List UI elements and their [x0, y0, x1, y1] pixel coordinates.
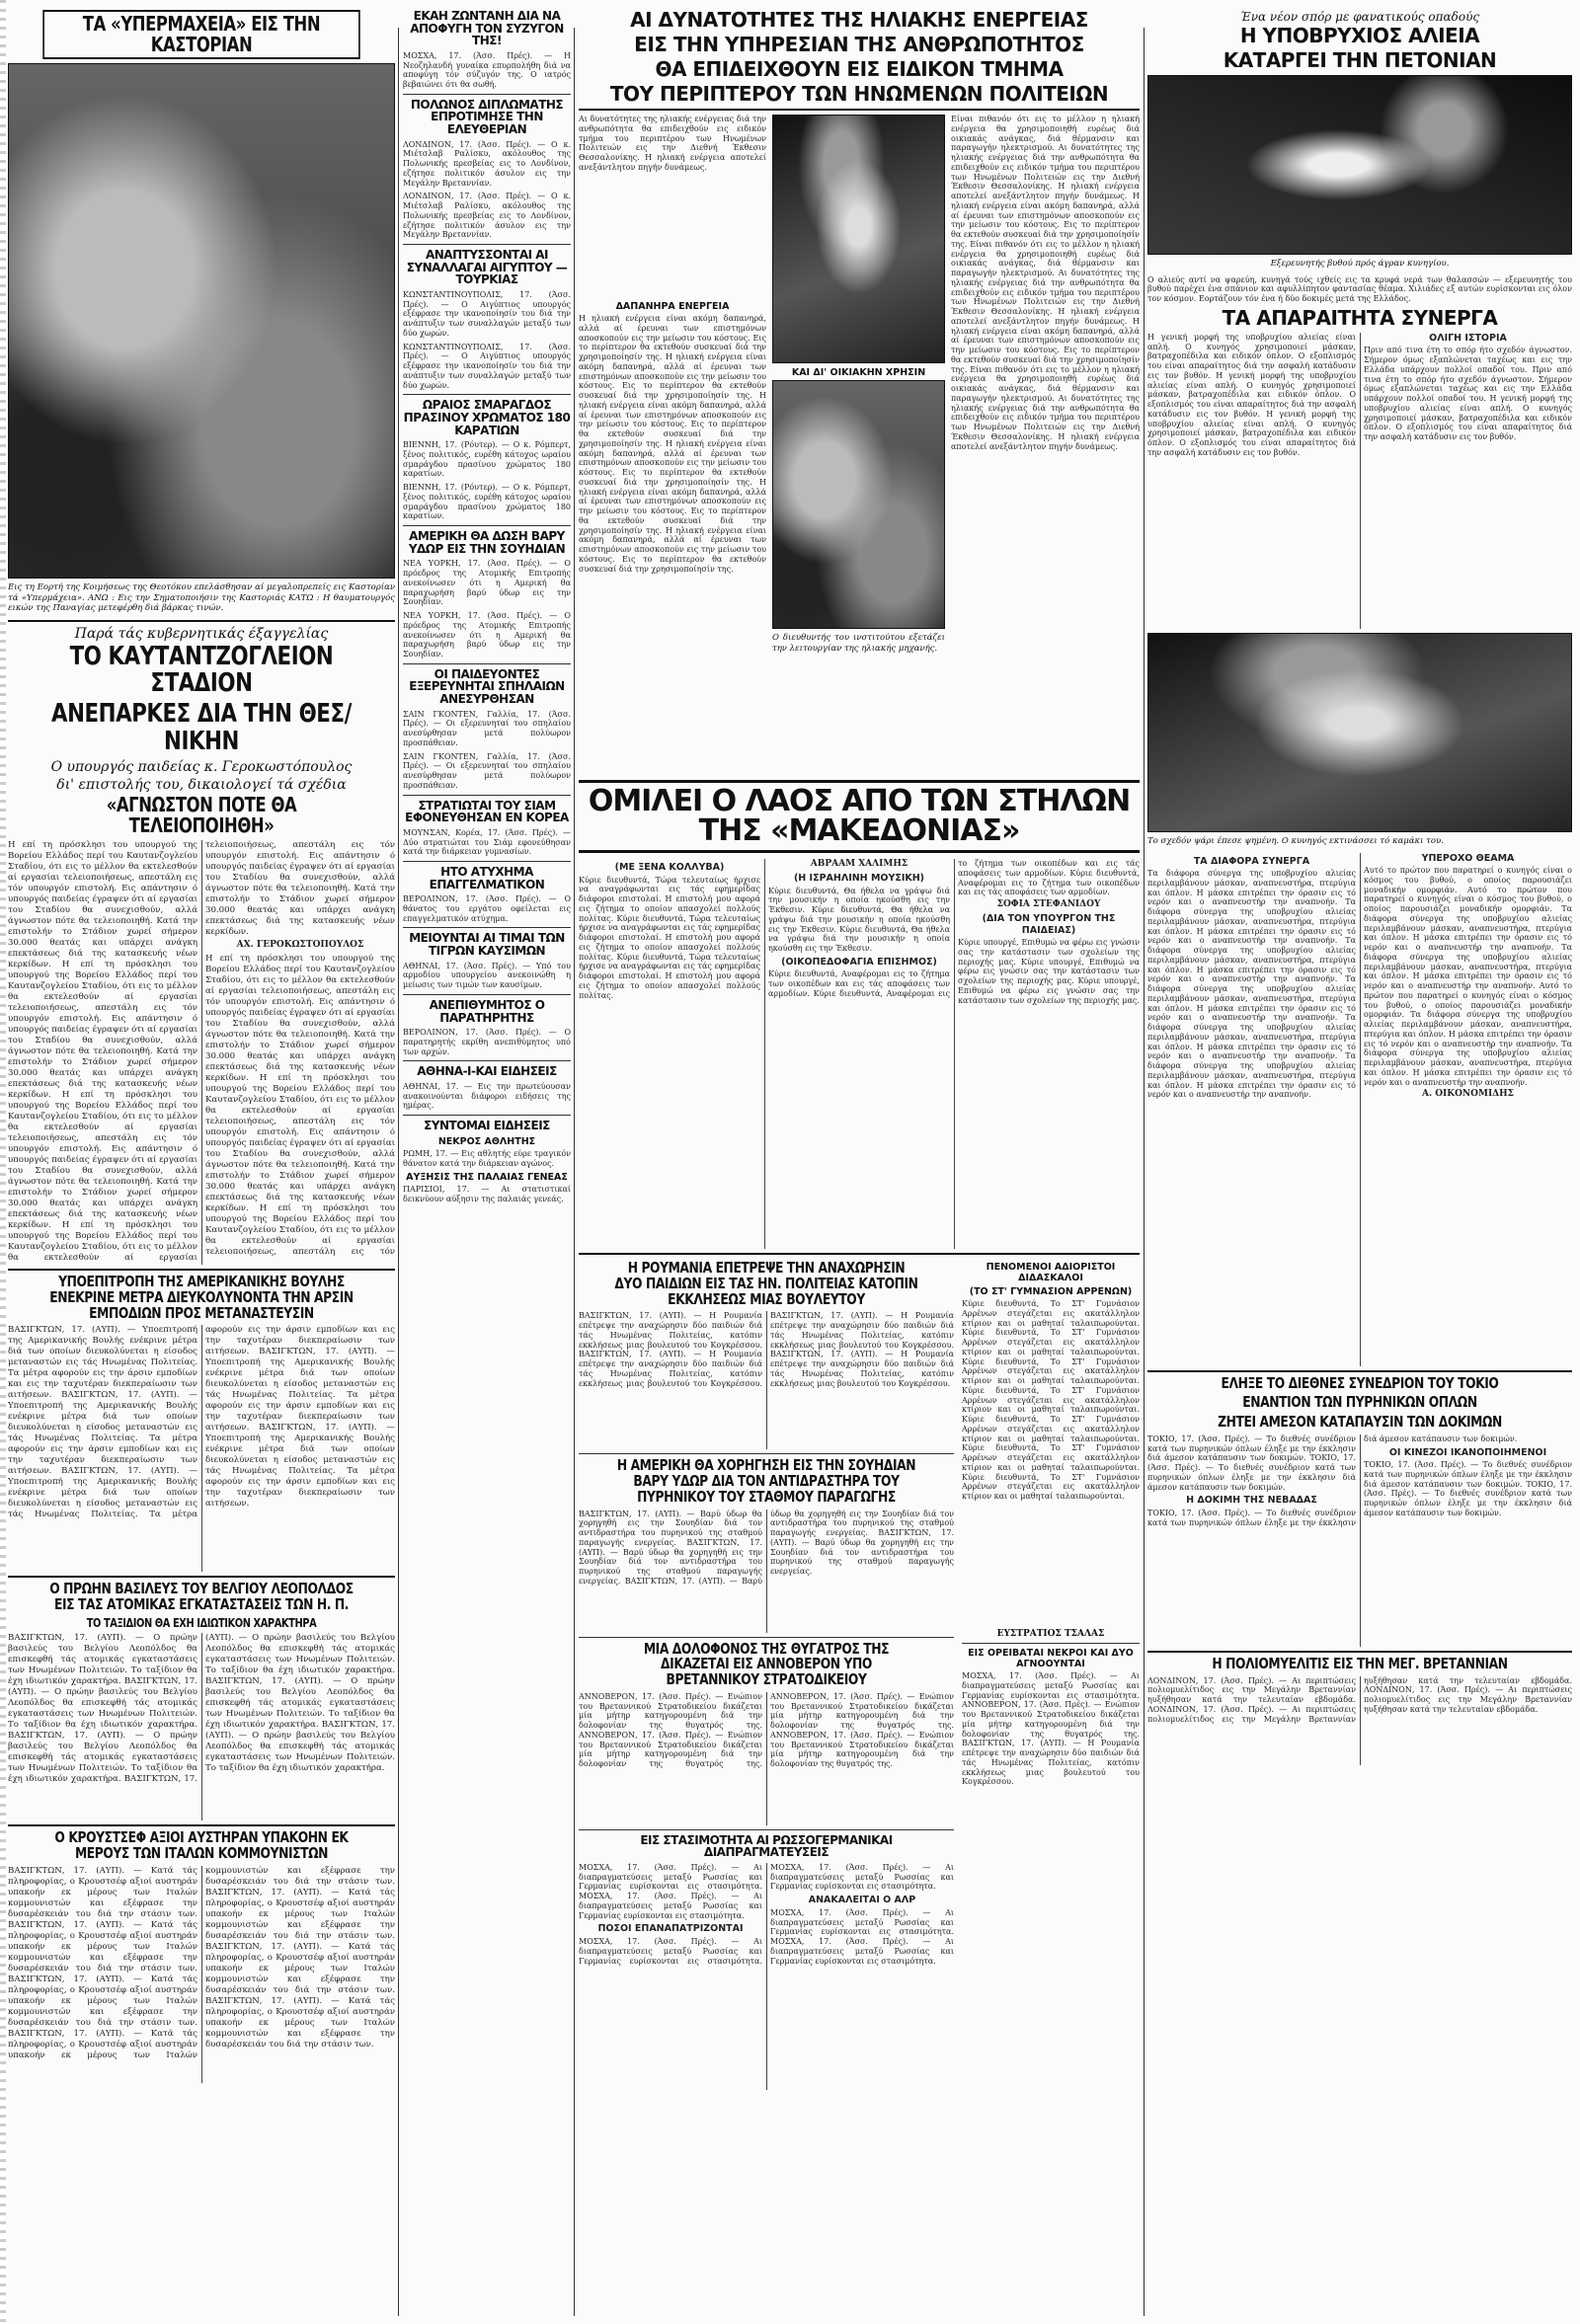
mountaineers-body: ΜΟΣΧΑ, 17. (Άσσ. Πρές). — Αι διαπραγματεύσεις μεταξύ Ρωσσίας και Γερμανίας ευρίσκονται εις στασιμότητα.: [962, 1671, 1140, 1700]
negotiations-body-cont: ΜΟΣΧΑ, 17. (Άσσ. Πρές). — Αι διαπραγματεύσεις μεταξύ Ρωσσίας και Γερμανίας ευρίσκονται εις στασιμότητα.: [770, 1862, 954, 1892]
headline-solar-3: ΘΑ ΕΠΙΔΕΙΧΘΟΥΝ ΕΙΣ ΕΙΔΙΚΟΝ ΤΜΗΜΑ: [655, 57, 1064, 81]
sub-old-generation: ΑΥΞΗΣΙΣ ΤΗΣ ΠΑΛΑΙΑΣ ΓΕΝΕΑΣ: [406, 1172, 568, 1184]
solar-body-3-cont: Είναι πιθανόν ότι εις το μέλλον η ηλιακή ενέργεια θα χρησιμοποιηθή ευρέως διά οικιακάς ανάγκας, διά θέρμανσιν και παραγωγήν ηλεκτρισμού.: [951, 364, 1140, 403]
solar-body-3-wrap: [951, 115, 1140, 746]
murder-body-cont: ΑΝΝΟΒΕΡΟΝ, 17. (Άσσ. Πρές). — Ενώπιον του Βρεταννικού Στρατοδικείου δικάζεται μία μήτηρ κατηγορουμένη διά την δολοφονίαν της θυγατρός της.: [770, 1691, 954, 1730]
polio-body-cont: ΛΟΝΔΙΝΟΝ, 17. (Άσσ. Πρές). — Αι περιπτώσεις πολιομυελίτιδος εις την Μεγάλην Βρεταννίαν ηυξήθησαν κατά την τελευταίαν εβδομάδα.: [1147, 1675, 1572, 1724]
headline-tokyo-2: ΕΝΑΝΤΙΟΝ ΤΩΝ ΠΥΡΗΝΙΚΩΝ ΟΠΛΩΝ: [1242, 1393, 1477, 1412]
sub-ammo: ΤΑ ΔΙΑΦΟΡΑ ΣΥΝΕΡΓΑ: [1193, 855, 1310, 867]
headline-spearfishing-2: ΚΑΤΑΡΓΕΙ ΤΗΝ ΠΕΤΟΝΙΑΝ: [1223, 48, 1497, 72]
history-body: Πριν από τινα έτη το σπόρ ήτο σχεδόν άγνωστον. Σήμερον όμως εξαπλώνεται ταχέως και εις την Ελλάδα υπάρχουν πολλοί οπαδοί του.: [1364, 346, 1572, 374]
leopold-body-cont: ΒΑΣΙΓΚΤΩΝ, 17. (ΑΥΠ). — Ο πρώην βασιλεύς του Βελγίου Λεοπόλδος θα επισκεφθή τάς ατομικάς εγκαταστάσεις των Ηνωμένων Πολιτειών. Το ταξίδιον θα έχη ιδιωτικόν χαρακτήρα.: [123, 1633, 395, 1785]
letter-1-body: Κύριε διευθυντά, Τώρα τελευταίως ήρχισε να αναγράφωνται εις τάς εφημερίδας διάφοροι επιστολαί. Η επιστολή μου αφορά εις ζήτημα το οποίον απασχολεί πολλούς πολίτας.: [579, 875, 760, 923]
leopold-body-cont: ΒΑΣΙΓΚΤΩΝ, 17. (ΑΥΠ). — Ο πρώην βασιλεύς του Βελγίου Λεοπόλδος θα επισκεφθή τάς ατομικάς εγκαταστάσεις των Ηνωμένων Πολιτειών. Το ταξίδιον θα έχη ιδιωτικόν χαρακτήρα.: [205, 1720, 395, 1774]
lower-news-right: [962, 1259, 1140, 2094]
headline-polio: Η ΠΟΛΙΟΜΥΕΛΙΤΙΣ ΕΙΣ ΤΗΝ ΜΕΓ. ΒΡΕΤΑΝΝΙΑΝ: [1212, 1654, 1508, 1672]
sweden-body-cont: ΒΑΣΙΓΚΤΩΝ, 17. (ΑΥΠ). — Βαρύ ύδωρ θα χορηγηθή εις την Σουηδίαν διά τον αντιδραστήρα του πυρηνικού της σταθμού παραγωγής ενεργείας.: [624, 1509, 954, 1586]
letter-3-body-cont: Κύριε διευθυντά, Αναφέρομαι εις το ζήτημα των οικοπέδων και εις τάς αποφάσεις των αρμοδίων.: [958, 868, 1140, 897]
ammo-body-cont: Τα διάφορα σύνεργα της υποβρυχίου αλιείας περιλαμβάνουν μάσκαν, αναπνευστήρα, πτερύγια και όπλον. Η μάσκα επιτρέπει την όρασιν εις τό νερόν και ο αναπνευστήρ την αναπνοήν.: [1147, 1013, 1356, 1061]
athens-news-body: ΑΘΗΝΑΙ, 17. — Εις την πρωτεύουσαν ανακοινούνται διάφοροι ειδήσεις της ημέρας.: [403, 1081, 571, 1111]
headline-khrushchev: Ο ΚΡΟΥΣΤΣΕΦ ΑΞΙΟΙ ΑΥΣΤΗΡΑΝ ΥΠΑΚΟΗΝ ΕΚ ΜΕΡΟΥΣ ΤΩΝ ΙΤΑΛΩΝ ΚΟΜΜΟΥΝΙΣΤΩΝ: [54, 1828, 349, 1863]
headline-short-news: ΣΥΝΤΟΜΑΙ ΕΙΔΗΣΕΙΣ: [424, 1119, 550, 1133]
stadium-body-cont: Η επί τη πρόσκλησι του υπουργού της Βορείου Ελλάδος περί του Καυτανζογλείου Σταδίου, ότι εις το μέλλον θα εκτελεσθούν αί εργασίαι τελειοποιήσεως, απεστάλη εις τόν υπουργόν επιστολή. Εις απάντησιν ό υπουργός παιδείας έγραψεν ότι αί εργασίαι του Σταδίου θα συνεχισθούν, αλλά άγνωστον πότε θα τελειοποιηθή. Κατά την επιστολήν το Στάδιον χωρεί σήμερον 30.000 θεατάς και υπάρχει ανάγκη επεκτάσεως διά της κατασκευής νέων κερκίδων.: [8, 1090, 198, 1231]
lower-news-row: [579, 1259, 1140, 2094]
letter-4-title: (ΔΙΑ ΤΟΝ ΥΠΟΥΡΓΟΝ ΤΗΣ ΠΑΙΔΕΙΑΣ): [982, 912, 1116, 936]
romania-body-cont: ΒΑΣΙΓΚΤΩΝ, 17. (ΑΥΠ). — Η Ρουμανία επέτρεψε την αναχώρησιν δύο παιδιών διά τάς Ηνωμένας Πολιτείας, κατόπιν εκκλήσεως μιας βουλευτού του Κογκρέσσου.: [770, 1311, 954, 1350]
spearfishing-kicker: Ένα νέον σπόρ με φανατικούς οπαδούς: [1239, 10, 1480, 24]
tokyo-body-cont: ΤΟΚΙΟ, 17. (Άσσ. Πρές). — Το διεθνές συνέδριον κατά των πυρηνικών όπλων έληξε με την έκκλησιν διά άμεσον κατάπαυσιν των δοκιμών.: [1364, 1460, 1572, 1489]
letter-4-body-cont: Κύριε υπουργέ, Επιθυμώ να φέρω εις γνώσιν σας την κατάστασιν των σχολείων της περιοχής μας.: [958, 957, 1140, 986]
polish-diplomat-body-cont: ΛΟΝΔΙΝΟΝ, 17. (Άσσ. Πρές). — Ο κ. Μιέτσλαβ Ραλίσκυ, ακόλουθος της Πολωνικής πρεσβείας εις το Λονδίνον, εζήτησε πολιτικόν άσυλον εις την Μεγάλην Βρεταννίαν.: [403, 192, 571, 240]
headline-athens-news: ΑΘΗΝΑ-Ι-ΚΑΙ ΕΙΔΗΣΕΙΣ: [417, 1064, 557, 1079]
polio-body-cont: ΛΟΝΔΙΝΟΝ, 17. (Άσσ. Πρές). — Αι περιπτώσεις πολιομυελίτιδος εις την Μεγάλην Βρεταννίαν ηυξήθησαν κατά την τελευταίαν εβδομάδα.: [1364, 1685, 1572, 1714]
headline-tokyo-3: ΖΗΤΕΙ ΑΜΕΣΟΝ ΚΑΤΑΠΑΥΣΙΝ ΤΩΝ ΔΟΚΙΜΩΝ: [1218, 1413, 1502, 1431]
heavy-water-body-cont: ΝΕΑ ΥΟΡΚΗ, 17. (Άσσ. Πρές). — Ο πρόεδρος της Ατομικής Επιτροπής ανεκοίνωσεν ότι η Αμερική θα παραχωρήση βαρύ ύδωρ εις την Σουηδίαν.: [403, 611, 571, 659]
ammo-body-cont: Τα διάφορα σύνεργα της υποβρυχίου αλιείας περιλαμβάνουν μάσκαν, αναπνευστήρα, πτερύγια και όπλον. Η μάσκα επιτρέπει την όρασιν εις τό νερόν και ο αναπνευστήρ την αναπνοήν.: [1147, 1051, 1356, 1100]
headline-sweden-water: Η ΑΜΕΡΙΚΗ ΘΑ ΧΟΡΗΓΗΣΗ ΕΙΣ ΤΗΝ ΣΟΥΗΔΙΑΝ ΒΑΡΥ ΥΔΩΡ ΔΙΑ ΤΟΝ ΑΝΤΙΔΡΑΣΤΗΡΑ ΤΟΥ ΠΥΡΗΝΙΚΟΥ ΤΟΥ ΣΤΑΘΜΟΥ ΠΑΡΑΓΩΓΗΣ: [616, 1456, 916, 1506]
equipment-body-cont: Η γενική μορφή της υποβρυχίου αλιείας είναι απλή. Ο κυνηγός χρησιμοποιεί μάσκαν, βατραχοπέδιλα και ειδικόν όπλον. Ο εξοπλισμός του είναι απαραίτητος διά την ασφαλή κατάδυσιν εις τον βυθόν.: [1147, 409, 1356, 457]
equipment-body-cont: Η γενική μορφή της υποβρυχίου αλιείας είναι απλή. Ο κυνηγός χρησιμοποιεί μάσκαν, βατραχοπέδιλα και ειδικόν όπλον. Ο εξοπλισμός του είναι απαραίτητος διά την ασφαλή κατάδυσιν εις τον βυθόν.: [1364, 394, 1572, 442]
letter-6-body-cont: Κύριε διευθυντά, Το ΣΤ' Γυμνάσιον Αρρένων στεγάζεται εις ακατάλληλον κτίριον και οι μαθηταί ταλαιπωρούνται.: [962, 1356, 1140, 1385]
leopold-body-cont: ΒΑΣΙΓΚΤΩΝ, 17. (ΑΥΠ). — Ο πρώην βασιλεύς του Βελγίου Λεοπόλδος θα επισκεφθή τάς ατομικάς εγκαταστάσεις των Ηνωμένων Πολιτειών. Το ταξίδιον θα έχη ιδιωτικόν χαρακτήρα.: [8, 1731, 198, 1785]
equipment-article: [1147, 333, 1572, 629]
stadium-body-cont: Η επί τη πρόσκλησι του υπουργού της Βορείου Ελλάδος περί του Καυτανζογλείου Σταδίου, ότι εις το μέλλον θα εκτελεσθούν αί εργασίαι τελειοποιήσεως, απεστάλη εις τόν υπουργόν επιστολή. Εις απάντησιν ό υπουργός παιδείας έγραψεν ότι αί εργασίαι του Σταδίου θα συνεχισθούν, αλλά άγνωστον πότε θα τελειοποιηθή. Κατά την επιστολήν το Στάδιον χωρεί σήμερον 30.000 θεατάς και υπάρχει ανάγκη επεκτάσεως διά της κατασκευής νέων κερκίδων.: [8, 960, 198, 1101]
leopold-body: ΒΑΣΙΓΚΤΩΝ, 17. (ΑΥΠ). — Ο πρώην βασιλεύς του Βελγίου Λεοπόλδος θα επισκεφθή τάς ατομικάς εγκαταστάσεις των Ηνωμένων Πολιτειών. Το ταξίδιον θα έχη ιδιωτικόν χαρακτήρα.: [8, 1633, 198, 1687]
divider: [579, 1829, 954, 1830]
letter-6-body-cont: Κύριε διευθυντά, Το ΣΤ' Γυμνάσιον Αρρένων στεγάζεται εις ακατάλληλον κτίριον και οι μαθηταί ταλαιπωρούνται.: [962, 1415, 1140, 1443]
leopold-body-cont: ΒΑΣΙΓΚΤΩΝ, 17. (ΑΥΠ). — Ο πρώην βασιλεύς του Βελγίου Λεοπόλδος θα επισκεφθή τάς ατομικάς εγκαταστάσεις των Ηνωμένων Πολιτειών. Το ταξίδιον θα έχη ιδιωτικόν χαρακτήρα.: [8, 1676, 198, 1731]
murder-body: ΑΝΝΟΒΕΡΟΝ, 17. (Άσσ. Πρές). — Ενώπιον του Βρεταννικού Στρατοδικείου δικάζεται μία μήτηρ κατηγορουμένη διά την δολοφονίαν της θυγατρός της.: [579, 1691, 762, 1730]
polio-body: ΛΟΝΔΙΝΟΝ, 17. (Άσσ. Πρές). — Αι περιπτώσεις πολιομυελίτιδος εις την Μεγάλην Βρεταννίαν ηυξήθησαν κατά την τελευταίαν εβδομάδα.: [1147, 1675, 1356, 1704]
divider: [403, 795, 571, 796]
sub-nevada: Η ΔΟΚΙΜΗ ΤΗΣ ΝΕΒΑΔΑΣ: [1186, 1495, 1317, 1507]
headline-burned: ΕΚΑΗ ΖΩΝΤΑΝΗ ΔΙΑ ΝΑ ΑΠΟΦΥΓΗ ΤΟΝ ΣΥΖΥΓΟΝ ΤΗΣ!: [410, 9, 564, 48]
cave-explorers-body-cont: ΣΑΙΝ ΓΚΟΝΤΕΝ, Γαλλία, 17. (Άσσ. Πρές). — Οι εξερευνηταί του σπηλαίου ανεσύρθησαν μετά πολύωρον προσπάθειαν.: [403, 751, 571, 790]
us-house-body-cont: ΒΑΣΙΓΚΤΩΝ, 17. (ΑΥΠ). — Υποεπιτροπή της Αμερικανικής Βουλής ενέκρινε μέτρα διά των οποίων διευκολύνεται η είσοδος μεταναστών εις τάς Ηνωμένας Πολιτείας. Τα μέτρα αφορούν εις την άρσιν εμποδίων και εις την ταχυτέραν διεκπεραίωσιν των αιτήσεων.: [8, 1390, 198, 1477]
diver-photo-1: [1147, 75, 1572, 255]
solar-photo-2-caption: Ο διευθυντής του ινστιτούτου εξετάζει την λειτουργίαν της ηλιακής μηχανής.: [772, 633, 945, 654]
mountaineers-wrap: [962, 1671, 1140, 1849]
sweden-body-cont: ΒΑΣΙΓΚΤΩΝ, 17. (ΑΥΠ). — Βαρύ ύδωρ θα χορηγηθή εις την Σουηδίαν διά τον αντιδραστήρα του πυρηνικού της σταθμού παραγωγής ενεργείας.: [579, 1537, 763, 1586]
solar-body-3-cont: Είναι πιθανόν ότι εις το μέλλον η ηλιακή ενέργεια θα χρησιμοποιηθή ευρέως διά οικιακάς ανάγκας, διά θέρμανσιν και παραγωγήν ηλεκτρισμού.: [951, 239, 1140, 277]
solar-photo-1: [772, 115, 945, 363]
stadium-body: Η επί τη πρόσκλησι του υπουργού της Βορείου Ελλάδος περί του Καυτανζογλείου Σταδίου, ότι εις το μέλλον θα εκτελεσθούν αί εργασίαι τελειοποιήσεως, απεστάλη εις τόν υπουργόν επιστολή. Εις απάντησιν ό υπουργός παιδείας έγραψεν ότι αί εργασίαι του Σταδίου θα συνεχισθούν, αλλά άγνωστον πότε θα τελειοποιηθή. Κατά την επιστολήν το Στάδιον χωρεί σήμερον 30.000 θεατάς και υπάρχει ανάγκη επεκτάσεως διά της κατασκευής νέων κερκίδων.: [8, 840, 198, 970]
letter-2-body-cont: Κύριε διευθυντά, Θα ήθελα να γράψω διά την μουσικήν η οποία ηκούσθη εις την Έκθεσιν.: [768, 905, 950, 934]
solar-photo-2: [772, 380, 945, 629]
sub-history: ΟΛΙΓΗ ΙΣΤΟΡΙΑ: [1429, 332, 1507, 344]
accident-body: ΒΕΡΟΛΙΝΟΝ, 17. (Άσσ. Πρές). — Ο θάνατος του εργάτου οφείλεται εις επαγγελματικόν ατύχημα.: [403, 894, 571, 923]
letter-2-title: (Η ΙΣΡΑΗΛΙΝΗ ΜΟΥΣΙΚΗ): [793, 872, 925, 884]
column-2: [403, 8, 571, 2316]
stadium-body-cont: Η επί τη πρόσκλησι του υπουργού της Βορείου Ελλάδος περί του Καυτανζογλείου Σταδίου, ότι εις το μέλλον θα εκτελεσθούν αί εργασίαι τελειοποιήσεως, απεστάλη εις τόν υπουργόν επιστολή. Εις απάντησιν ό υπουργός παιδείας έγραψεν ότι αί εργασίαι του Σταδίου θα συνεχισθούν, αλλά άγνωστον πότε θα τελειοποιηθή. Κατά την επιστολήν το Στάδιον χωρεί σήμερον 30.000 θεατάς και υπάρχει ανάγκη επεκτάσεως διά της κατασκευής νέων κερκίδων.: [205, 1072, 395, 1213]
solar-body-3-cont: Αι δυνατότητες της ηλιακής ενέργειας διά την ανθρωπότητα θα επιδειχθούν εις ειδικόν τμήμα του περιπτέρου των Ηνωμένων Πολιτειών εις την Διεθνή Έκθεσιν Θεσσαλονίκης. Η ηλιακή ενέργεια αποτελεί ανεξάντλητον πηγήν δυνάμεως.: [951, 393, 1140, 451]
divider: [403, 663, 571, 664]
column-rule: [1144, 28, 1145, 2316]
divider: [403, 861, 571, 862]
solar-left-column: [579, 115, 766, 776]
mountaineers-body-cont: ΑΝΝΟΒΕΡΟΝ, 17. (Άσσ. Πρές). — Ενώπιον του Βρεταννικού Στρατοδικείου δικάζεται μία μήτηρ κατηγορουμένη διά την δολοφονίαν της θυγατρός της.: [962, 1700, 1140, 1739]
sub-dead-athlete: ΝΕΚΡΟΣ ΑΘΛΗΤΗΣ: [437, 1135, 536, 1147]
tokyo-body: ΤΟΚΙΟ, 17. (Άσσ. Πρές). — Το διεθνές συνέδριον κατά των πυρηνικών όπλων έληξε με την έκκλησιν διά άμεσον κατάπαυσιν των δοκιμών.: [1147, 1433, 1356, 1463]
solar-body-2-cont: Η ηλιακή ενέργεια είναι ακόμη δαπανηρά, αλλά αί έρευναι των επιστημόνων αποσκοπούν εις την μείωσιν του κόστους. Εις το περίπτερον θα εκτεθούν συσκευαί διά την χρησιμοποίησίν της.: [579, 352, 766, 400]
emerald-body-cont: ΒΙΕΝΝΗ, 17. (Ρόυτερ). — Ο κ. Ρόμπερτ, ξένος πολιτικός, ευρέθη κάτοχος ωραίου σμαράγδου πρασίνου χρώματος 180 καρατίων.: [403, 483, 571, 521]
divider: [8, 1824, 395, 1826]
letter-3-title: (ΟΙΚΟΠΕΔΟΦΑΓΙΑ ΕΠΙΣΗΜΟΣ): [781, 956, 937, 968]
stadium-deck-2: δι' επιστολής του, δικαιολογεί τά σχέδια: [56, 777, 347, 794]
solar-right-column: [951, 115, 1140, 776]
solar-photo-column: [772, 115, 945, 776]
us-house-article: [8, 1325, 395, 1572]
mountaineers-body-cont: ΒΑΣΙΓΚΤΩΝ, 17. (ΑΥΠ). — Η Ρουμανία επέτρεψε την αναχώρησιν δύο παιδιών διά τάς Ηνωμένας Πολιτείας, κατόπιν εκκλήσεως μιας βουλευτού του Κογκρέσσου.: [962, 1739, 1140, 1787]
headline-kastoria: ΤΑ «ΥΠΕΡΜΑΧΕΙΑ» ΕΙΣ ΤΗΝ ΚΑΣΤΟΡΙΑΝ: [42, 10, 359, 59]
sub-china: ΟΙ ΚΙΝΕΖΟΙ ΙΚΑΝΟΠΟΙΗΜΕΝΟΙ: [1388, 1446, 1547, 1458]
negotiations-body-cont: ΜΟΣΧΑ, 17. (Άσσ. Πρές). — Αι διαπραγματεύσεις μεταξύ Ρωσσίας και Γερμανίας ευρίσκονται εις στασιμότητα.: [770, 1907, 954, 1937]
stadium-body-cont: Η επί τη πρόσκλησι του υπουργού της Βορείου Ελλάδος περί του Καυτανζογλείου Σταδίου, ότι εις το μέλλον θα εκτελεσθούν αί εργασίαι τελειοποιήσεως, απεστάλη εις τόν: [205, 1202, 395, 1257]
letter-2-body: Κύριε διευθυντά, Θα ήθελα να γράψω διά την μουσικήν η οποία ηκούσθη εις την Έκθεσιν.: [768, 886, 950, 915]
divider: [8, 620, 395, 622]
solar-body-3-cont: Η ηλιακή ενέργεια είναι ακόμη δαπανηρά, αλλά αί έρευναι των επιστημόνων αποσκοπούν εις την μείωσιν του κόστους. Εις το περίπτερον θα εκτεθούν συσκευαί διά την χρησιμοποίησίν της.: [951, 316, 1140, 374]
headline-fuel-prices: ΜΕΙΟΥΝΤΑΙ ΑΙ ΤΙΜΑΙ ΤΩΝ ΤΙΓΡΩΝ ΚΑΥΣΙΜΩΝ: [409, 931, 565, 959]
khrushchev-body-cont: ΒΑΣΙΓΚΤΩΝ, 17. (ΑΥΠ). — Κατά τάς πληροφορίας, ο Κρουστσέφ αξιοί αυστηράν υπακοήν εκ μέρους των Ιταλών κομμουνιστών και εξέφρασε την δυσαρέσκειάν του διά την στάσιν των.: [205, 1887, 395, 1941]
letter-6-body-cont: Κύριε διευθυντά, Το ΣΤ' Γυμνάσιον Αρρένων στεγάζεται εις ακατάλληλον κτίριον και οι μαθηταί ταλαιπωρούνται.: [962, 1472, 1140, 1501]
letter-6-body-cont: Κύριε διευθυντά, Το ΣΤ' Γυμνάσιον Αρρένων στεγάζεται εις ακατάλληλον κτίριον και οι μαθηταί ταλαιπωρούνται.: [962, 1443, 1140, 1472]
headline-siam-soldiers: ΣΤΡΑΤΙΩΤΑΙ ΤΟΥ ΣΙΑΜ ΕΦΟΝΕΥΘΗΣΑΝ ΕΝ ΚΟΡΕΑ: [405, 798, 569, 825]
ammo-body-cont: Τα διάφορα σύνεργα της υποβρυχίου αλιείας περιλαμβάνουν μάσκαν, αναπνευστήρα, πτερύγια και όπλον. Η μάσκα επιτρέπει την όρασιν εις τό νερόν και ο αναπνευστήρ την αναπνοήν.: [1364, 1039, 1572, 1087]
sub-returning: ΠΟΣΟΙ ΕΠΑΝΑΠΑΤΡΙΖΟΝΤΑΙ: [597, 1923, 744, 1935]
spearfishing-intro: Ο αλιεύς αντί να ψαρεύη, κυνηγά τούς ιχθείς εις τα κρυφά νερά των θαλασσών — εξερευνητής του βυθού παρέχει ένα σπάνιον και αφυλλίπητον φαντασίας θέαμα. Χιλιάδες εξ αυτών ευρίσκονται εις όλον τον κόσμον. Εορτάζουν τόν ένα ή δύο δοκιμές μετά της Ελλάδος.: [1147, 274, 1572, 304]
ammo-body: Τα διάφορα σύνεργα της υποβρυχίου αλιείας περιλαμβάνουν μάσκαν, αναπνευστήρα, πτερύγια και όπλον. Η μάσκα επιτρέπει την όρασιν εις τό νερόν και ο αναπνευστήρ την αναπνοήν.: [1147, 869, 1356, 907]
solar-body-2-cont: Η ηλιακή ενέργεια είναι ακόμη δαπανηρά, αλλά αί έρευναι των επιστημόνων αποσκοπούν εις την μείωσιν του κόστους. Εις το περίπτερον θα εκτεθούν συσκευαί διά την χρησιμοποίησίν της.: [579, 477, 766, 535]
letter-1-title: (ΜΕ ΞΕΝΑ ΚΟΛΛΥΒΑ): [614, 862, 725, 873]
headline-us-house: ΥΠΟΕΠΙΤΡΟΠΗ ΤΗΣ ΑΜΕΡΙΚΑΝΙΚΗΣ ΒΟΥΛΗΣ ΕΝΕΚΡΙΝΕ ΜΕΤΡΑ ΔΙΕΥΚΟΛΥΝΟΝΤΑ ΤΗΝ ΑΡΣΙΝ ΕΜΠΟΔΙΩΝ ΠΡΟΣ ΜΕΤΑΝΑΣΤΕΥΣΙΝ: [49, 1273, 354, 1322]
divider: [579, 1453, 954, 1454]
divider: [579, 109, 1140, 111]
solar-body-3-cont: Αι δυνατότητες της ηλιακής ενέργειας διά την ανθρωπότητα θα επιδειχθούν εις ειδικόν τμήμα του περιπτέρου των Ηνωμένων Πολιτειών εις την Διεθνή Έκθεσιν Θεσσαλονίκης. Η ηλιακή ενέργεια αποτελεί ανεξάντλητον πηγήν δυνάμεως.: [951, 143, 1140, 200]
spearfishing-signature: Α. ΟΙΚΟΝΟΜΙΔΗΣ: [1421, 1089, 1515, 1100]
us-house-body-cont: ΒΑΣΙΓΚΤΩΝ, 17. (ΑΥΠ). — Υποεπιτροπή της Αμερικανικής Βουλής ενέκρινε μέτρα διά των οποίων διευκολύνεται η είσοδος μεταναστών εις τάς Ηνωμένας Πολιτείας. Τα μέτρα αφορούν εις την άρσιν εμποδίων και εις την ταχυτέραν διεκπεραίωσιν των αιτήσεων.: [8, 1325, 395, 1520]
headline-accident: ΗΤΟ ΑΤΥΧΗΜΑ ΕΠΑΓΓΕΛΜΑΤΙΚΟΝ: [429, 865, 545, 891]
egypt-turkey-body: ΚΩΝΣΤΑΝΤΙΝΟΥΠΟΛΙΣ, 17. (Άσσ. Πρές). — Ο Αιγύπτιος υπουργός εξέφρασε την ικανοποίησίν του διά την ανάπτυξιν των συναλλαγών μεταξύ των δύο χωρών.: [403, 289, 571, 338]
headline-polish-diplomat: ΠΟΛΩΝΟΣ ΔΙΠΛΩΜΑΤΗΣ ΕΠΡΟΤΙΜΗΣΕ ΤΗΝ ΕΛΕΥΘΕΡΙΑΝ: [410, 97, 564, 136]
divider: [579, 1253, 1140, 1255]
letter-1-body-cont: Κύριε διευθυντά, Τώρα τελευταίως ήρχισε να αναγράφωνται εις τάς εφημερίδας διάφοροι επιστολαί. Η επιστολή μου αφορά εις ζήτημα το οποίον απασχολεί πολλούς πολίτας.: [579, 952, 760, 1000]
khrushchev-body-cont: ΒΑΣΙΓΚΤΩΝ, 17. (ΑΥΠ). — Κατά τάς πληροφορίας, ο Κρουστσέφ αξιοί αυστηράν υπακοήν εκ μέρους των Ιταλών κομμουνιστών και εξέφρασε την δυσαρέσκειάν του διά την στάσιν των.: [8, 1974, 198, 2028]
khrushchev-article: [8, 1866, 395, 2083]
solar-body-3-cont: Η ηλιακή ενέργεια είναι ακόμη δαπανηρά, αλλά αί έρευναι των επιστημόνων αποσκοπούν εις την μείωσιν του κόστους. Εις το περίπτερον θα εκτεθούν συσκευαί διά την χρησιμοποίησίν της.: [951, 192, 1140, 249]
solar-section: [579, 115, 1140, 776]
headline-stadium-1: ΤΟ ΚΑΥΤΑΝΤΖΟΓΛΕΙΟΝ ΣΤΑΔΙΟΝ: [69, 641, 334, 699]
ammo-article: [1147, 853, 1572, 1366]
letter-4-body-cont: Κύριε υπουργέ, Επιθυμώ να φέρω εις γνώσιν σας την κατάστασιν των σχολείων της περιοχής μας.: [958, 976, 1140, 1005]
headline-solar-4: ΤΟΥ ΠΕΡΙΠΤΕΡΟΥ ΤΩΝ ΗΝΩΜΕΝΩΝ ΠΟΛΙΤΕΙΩΝ: [609, 82, 1109, 106]
letter-6-body: Κύριε διευθυντά, Το ΣΤ' Γυμνάσιον Αρρένων στεγάζεται εις ακατάλληλον κτίριον και οι μαθηταί ταλαιπωρούνται.: [962, 1299, 1140, 1328]
sweden-article: [579, 1510, 954, 1633]
murder-article: [579, 1692, 954, 1825]
solar-body-2: Η ηλιακή ενέργεια είναι ακόμη δαπανηρά, αλλά αί έρευναι των επιστημόνων αποσκοπούν εις την μείωσιν του κόστους. Εις το περίπτερον θα εκτεθούν συσκευαί διά την χρησιμοποίησίν της.: [579, 314, 766, 361]
divider: [403, 1060, 571, 1061]
burned-body: ΜΟΣΧΑ, 17. (Άσσ. Πρές). — Η Νεοζηλανδή γυναίκα επυρπολήθη διά να αποφύγη τόν σύζυγόν της. Ο ιατρός βεβαιώνει ότι θα σωθή.: [403, 50, 571, 90]
headline-stadium-2: ΑΝΕΠΑΡΚΕΣ ΔΙΑ ΤΗΝ ΘΕΣ/ΝΙΚΗΝ: [51, 699, 352, 756]
divider: [403, 244, 571, 245]
ammo-body-cont: Τα διάφορα σύνεργα της υποβρυχίου αλιείας περιλαμβάνουν μάσκαν, αναπνευστήρα, πτερύγια και όπλον. Η μάσκα επιτρέπει την όρασιν εις τό νερόν και ο αναπνευστήρ την αναπνοήν.: [1147, 936, 1356, 984]
headline-leopold-sub: ΤΟ ΤΑΞΙΔΙΟΝ ΘΑ ΕΧΗ ΙΔΙΩΤΙΚΟΝ ΧΑΡΑΚΤΗΡΑ: [86, 1615, 317, 1630]
equipment-body: Η γενική μορφή της υποβρυχίου αλιείας είναι απλή. Ο κυνηγός χρησιμοποιεί μάσκαν, βατραχοπέδιλα και ειδικόν όπλον. Ο εξοπλισμός του είναι απαραίτητος διά την ασφαλή κατάδυσιν εις τον βυθόν.: [1147, 332, 1356, 380]
us-house-body-cont: ΒΑΣΙΓΚΤΩΝ, 17. (ΑΥΠ). — Υποεπιτροπή της Αμερικανικής Βουλής ενέκρινε μέτρα διά των οποίων διευκολύνεται η είσοδος μεταναστών εις τάς Ηνωμένας Πολιτείας. Τα μέτρα αφορούν εις την άρσιν εμποδίων και εις την ταχυτέραν διεκπεραίωσιν των αιτήσεων.: [205, 1347, 395, 1433]
headline-spearfishing-1: Η ΥΠΟΒΡΥΧΙΟΣ ΑΛΙΕΙΑ: [1239, 24, 1480, 47]
letter-2-body-cont: Κύριε διευθυντά, Θα ήθελα να γράψω διά την μουσικήν η οποία ηκούσθη εις την Έκθεσιν.: [768, 924, 951, 954]
romania-body-cont: ΒΑΣΙΓΚΤΩΝ, 17. (ΑΥΠ). — Η Ρουμανία επέτρεψε την αναχώρησιν δύο παιδιών διά τάς Ηνωμένας Πολιτείας, κατόπιν εκκλήσεως μιας βουλευτού του Κογκρέσσου.: [579, 1350, 762, 1388]
romania-article: [579, 1311, 954, 1449]
stadium-signature: ΑΧ. ΓΕΡΟΚΩΣΤΟΠΟΥΛΟΣ: [236, 940, 364, 951]
us-house-body: ΒΑΣΙΓΚΤΩΝ, 17. (ΑΥΠ). — Υποεπιτροπή της Αμερικανικής Βουλής ενέκρινε μέτρα διά των οποίων διευκολύνεται η είσοδος μεταναστών εις τάς Ηνωμένας Πολιτείας. Τα μέτρα αφορούν εις την άρσιν εμποδίων και εις την ταχυτέραν διεκπεραίωσιν των αιτήσεων.: [8, 1325, 198, 1401]
divider: [1147, 1370, 1572, 1372]
page-edge: [0, 0, 6, 2324]
stadium-article: [8, 840, 395, 1265]
headline-equipment: ΤΑ ΑΠΑΡΑΙΤΗΤΑ ΣΥΝΕΡΓΑ: [1222, 305, 1498, 330]
letter-signoff-3: ΕΥΣΤΡΑΤΙΟΣ ΤΣΑΛΑΣ: [996, 1629, 1105, 1639]
khrushchev-body-cont: ΒΑΣΙΓΚΤΩΝ, 17. (ΑΥΠ). — Κατά τάς πληροφορίας, ο Κρουστσέφ αξιοί αυστηράν υπακοήν εκ μέρους των Ιταλών κομμουνιστών και εξέφρασε την δυσαρέσκειάν του διά την στάσιν των.: [205, 1995, 395, 2050]
leopold-article: [8, 1633, 395, 1820]
khrushchev-body: ΒΑΣΙΓΚΤΩΝ, 17. (ΑΥΠ). — Κατά τάς πληροφορίας, ο Κρουστσέφ αξιοί αυστηράν υπακοήν εκ μέρους των Ιταλών κομμουνιστών και εξέφρασε την δυσαρέσκειάν του διά την στάσιν των.: [8, 1865, 198, 1919]
murder-body-cont: ΑΝΝΟΒΕΡΟΝ, 17. (Άσσ. Πρές). — Ενώπιον του Βρεταννικού Στρατοδικείου δικάζεται μία μήτηρ κατηγορουμένη διά την δολοφονίαν της θυγατρός της.: [770, 1730, 954, 1768]
letter-signoff-2: ΑΒΡΑΑΜ ΧΑΛΙΜΗΣ: [810, 859, 908, 869]
column-4: [1147, 8, 1572, 2316]
solar-body-3: Είναι πιθανόν ότι εις το μέλλον η ηλιακή ενέργεια θα χρησιμοποιηθή ευρέως διά οικιακάς ανάγκας, διά θέρμανσιν και παραγωγήν ηλεκτρισμού.: [951, 115, 1140, 153]
sub-mountaineers: ΕΙΣ ΟΡΕΙΒΑΤΑΙ ΝΕΚΡΟΙ ΚΑΙ ΔΥΟ ΑΓΝΟΟΥΝΤΑΙ: [968, 1648, 1134, 1669]
divider: [962, 1643, 1140, 1644]
polio-article: [1147, 1676, 1572, 1765]
letter-6-body-cont: Κύριε διευθυντά, Το ΣΤ' Γυμνάσιον Αρρένων στεγάζεται εις ακατάλληλον κτίριον και οι μαθηταί ταλαιπωρούνται.: [962, 1385, 1140, 1415]
divider: [403, 394, 571, 395]
headline-heavy-water: ΑΜΕΡΙΚΗ ΘΑ ΔΩΣΗ ΒΑΡΥ ΥΔΩΡ ΕΙΣ ΤΗΝ ΣΟΥΗΔΙΑΝ: [408, 529, 566, 556]
headline-tokyo-1: ΕΛΗΞΕ ΤΟ ΔΙΕΘΝΕΣ ΣΥΝΕΔΡΙΟΝ ΤΟΥ ΤΟΚΙΟ: [1221, 1373, 1499, 1392]
diver-photo-2: [1147, 633, 1572, 832]
headline-solar-1: ΑΙ ΔΥΝΑΤΟΤΗΤΕΣ ΤΗΣ ΗΛΙΑΚΗΣ ΕΝΕΡΓΕΙΑΣ: [630, 8, 1088, 32]
ammo-body-cont: Τα διάφορα σύνεργα της υποβρυχίου αλιείας περιλαμβάνουν μάσκαν, αναπνευστήρα, πτερύγια και όπλον. Η μάσκα επιτρέπει την όρασιν εις τό νερόν και ο αναπνευστήρ την αναπνοήν.: [1364, 1010, 1572, 1048]
divider: [403, 994, 571, 995]
solar-body-2-cont: Η ηλιακή ενέργεια είναι ακόμη δαπανηρά, αλλά αί έρευναι των επιστημόνων αποσκοπούν εις την μείωσιν του κόστους. Εις το περίπτερον θα εκτεθούν συσκευαί διά την χρησιμοποίησίν της.: [579, 438, 766, 487]
letter-6-title: (ΤΟ ΣΤ' ΓΥΜΝΑΣΙΟΝ ΑΡΡΕΝΩΝ): [969, 1286, 1133, 1297]
headline-egypt-turkey: ΑΝΑΠΤΥΣΣΟΝΤΑΙ ΑΙ ΣΥΝΑΛΛΑΓΑΙ ΑΙΓΥΠΤΟΥ — ΤΟΥΡΚΙΑΣ: [406, 248, 568, 287]
negotiations-body-cont: ΜΟΣΧΑ, 17. (Άσσ. Πρές). — Αι διαπραγματεύσεις μεταξύ Ρωσσίας και Γερμανίας ευρίσκονται εις στασιμότητα.: [770, 1937, 954, 1966]
negotiations-body-cont: ΜΟΣΧΑ, 17. (Άσσ. Πρές). — Αι διαπραγματεύσεις μεταξύ Ρωσσίας και Γερμανίας ευρίσκονται εις στασιμότητα.: [579, 1892, 762, 1920]
khrushchev-body-cont: ΒΑΣΙΓΚΤΩΝ, 17. (ΑΥΠ). — Κατά τάς πληροφορίας, ο Κρουστσέφ αξιοί αυστηράν υπακοήν εκ μέρους των Ιταλών κομμουνιστών και εξέφρασε την δυσαρέσκειάν του διά την στάσιν των.: [8, 1919, 198, 1974]
headline-leopold: Ο ΠΡΩΗΝ ΒΑΣΙΛΕΥΣ ΤΟΥ ΒΕΛΓΙΟΥ ΛΕΟΠΟΛΔΟΣ ΕΙΣ ΤΑΣ ΑΤΟΜΙΚΑΣ ΕΓΚΑΤΑΣΤΑΣΕΙΣ ΤΩΝ Η. Π.: [49, 1580, 354, 1614]
polish-diplomat-body: ΛΟΝΔΙΝΟΝ, 17. (Άσσ. Πρές). — Ο κ. Μιέτσλαβ Ραλίσκυ, ακόλουθος της Πολωνικής πρεσβείας εις το Λονδίνον, εζήτησε πολιτικόν άσυλον εις την Μεγάλην Βρεταννίαν.: [403, 139, 571, 188]
diver-photo-1-caption: Εξερευνητής βυθού πρός άγραν κυνηγίου.: [1270, 259, 1450, 269]
divider: [8, 1269, 395, 1271]
romania-body-cont: ΒΑΣΙΓΚΤΩΝ, 17. (ΑΥΠ). — Η Ρουμανία επέτρεψε την αναχώρησιν δύο παιδιών διά τάς Ηνωμένας Πολιτείας, κατόπιν εκκλήσεως μιας βουλευτού του Κογκρέσσου.: [770, 1350, 954, 1388]
lower-news-left: [579, 1259, 954, 2094]
spectacle-body-cont: Αυτό το πρώτον που παρατηρεί ο κυνηγός είναι ο κόσμος του βυθού, ο οποίος παρουσιάζει μοναδικήν ομορφιάν.: [1364, 885, 1572, 914]
divider: [403, 525, 571, 526]
sweden-body: ΒΑΣΙΓΚΤΩΝ, 17. (ΑΥΠ). — Βαρύ ύδωρ θα χορηγηθή εις την Σουηδίαν διά τον αντιδραστήρα του πυρηνικού της σταθμού παραγωγής ενεργείας.: [579, 1509, 762, 1547]
headline-emerald: ΩΡΑΙΟΣ ΣΜΑΡΑΓΔΟΣ ΠΡΑΣΙΝΟΥ ΧΡΩΜΑΤΟΣ 180 ΚΑΡΑΤΙΩΝ: [403, 398, 571, 437]
sweden-body-cont: ΒΑΣΙΓΚΤΩΝ, 17. (ΑΥΠ). — Βαρύ ύδωρ θα χορηγηθή εις την Σουηδίαν διά τον αντιδραστήρα του πυρηνικού της σταθμού παραγωγής ενεργείας.: [770, 1528, 954, 1576]
letter-4-body: Κύριε υπουργέ, Επιθυμώ να φέρω εις γνώσιν σας την κατάστασιν των σχολείων της περιοχής μας.: [958, 938, 1140, 967]
ammo-body-cont: Τα διάφορα σύνεργα της υποβρυχίου αλιείας περιλαμβάνουν μάσκαν, αναπνευστήρα, πτερύγια και όπλον. Η μάσκα επιτρέπει την όρασιν εις τό νερόν και ο αναπνευστήρ την αναπνοήν.: [1147, 974, 1356, 1023]
heavy-water-body: ΝΕΑ ΥΟΡΚΗ, 17. (Άσσ. Πρές). — Ο πρόεδρος της Ατομικής Επιτροπής ανεκοίνωσεν ότι η Αμερική θα παραχωρήση βαρύ ύδωρ εις την Σουηδίαν.: [403, 559, 571, 607]
solar-body-3-cont: Αι δυνατότητες της ηλιακής ενέργειας διά την ανθρωπότητα θα επιδειχθούν εις ειδικόν τμήμα του περιπτέρου των Ηνωμένων Πολιτειών εις την Διεθνή Έκθεσιν Θεσσαλονίκης. Η ηλιακή ενέργεια αποτελεί ανεξάντλητον πηγήν δυνάμεως.: [951, 269, 1140, 326]
spectacle-body-cont: Αυτό το πρώτον που παρατηρεί ο κυνηγός είναι ο κόσμος του βυθού, ο οποίος παρουσιάζει μοναδικήν ομορφιάν.: [1364, 981, 1572, 1020]
cave-explorers-body: ΣΑΙΝ ΓΚΟΝΤΕΝ, Γαλλία, 17. (Άσσ. Πρές). — Οι εξερευνηταί του σπηλαίου ανεσύρθησαν μετά πολύωρον προσπάθειαν.: [403, 709, 571, 747]
ammo-body-cont: Τα διάφορα σύνεργα της υποβρυχίου αλιείας περιλαμβάνουν μάσκαν, αναπνευστήρα, πτερύγια και όπλον. Η μάσκα επιτρέπει την όρασιν εις τό νερόν και ο αναπνευστήρ την αναπνοήν.: [1364, 943, 1572, 991]
stadium-kicker: Παρά τάς κυβερνητικάς έξαγγελίας: [74, 625, 329, 642]
solar-body-1: Αι δυνατότητες της ηλιακής ενέργειας διά την ανθρωπότητα θα επιδειχθούν εις ειδικόν τμήμα του περιπτέρου των Ηνωμένων Πολιτειών εις την Διεθνή Έκθεσιν Θεσσαλονίκης. Η ηλιακή ενέργεια αποτελεί ανεξάντλητον πηγήν δυνάμεως.: [579, 115, 766, 172]
equipment-body-cont: Η γενική μορφή της υποβρυχίου αλιείας είναι απλή. Ο κυνηγός χρησιμοποιεί μάσκαν, βατραχοπέδιλα και ειδικόν όπλον. Ο εξοπλισμός του είναι απαραίτητος διά την ασφαλή κατάδυσιν εις τον βυθόν.: [1147, 370, 1356, 419]
letter-signoff-1: ΣΟΦΙΑ ΣΤΕΦΑΝΙΔΟΥ: [996, 899, 1101, 909]
siam-soldiers-body: ΜΟΥΝΣΑΝ, Κορέα, 17. (Άσσ. Πρές). — Δύο στρατιώται του Σιάμ εφονεύθησαν κατά την διάρκειαν γυμνασίων.: [403, 827, 571, 857]
letter-3-body-cont: Κύριε διευθυντά, Αναφέρομαι εις το ζήτημα των οικοπέδων και εις τάς αποφάσεις των αρμοδίων.: [813, 859, 1140, 998]
kastoria-photo-caption: Εις τη Εορτή της Κοιμήσεως της Θεοτόκου επελάσθησαν αί μεγαλοπρεπείς εις Καστορίαν τά «Υπερμάχεια». ΑΝΩ : Εις την Σηματοποιήσιν της Καστοριάς ΚΑΤΩ : Η θαυματουργός εικών της Παναγίας μετεφέρθη διά βάρκας τινών.: [8, 582, 395, 614]
ammo-body-cont: Τα διάφορα σύνεργα της υποβρυχίου αλιείας περιλαμβάνουν μάσκαν, αναπνευστήρα, πτερύγια και όπλον. Η μάσκα επιτρέπει την όρασιν εις τό νερόν και ο αναπνευστήρ την αναπνοήν.: [1364, 904, 1572, 953]
kastoria-photo: [8, 63, 395, 579]
solar-body-2-cont: Η ηλιακή ενέργεια είναι ακόμη δαπανηρά, αλλά αί έρευναι των επιστημόνων αποσκοπούν εις την μείωσιν του κόστους. Εις το περίπτερον θα εκτεθούν συσκευαί διά την χρησιμοποίησίν της.: [579, 525, 766, 574]
column-1: [8, 8, 395, 2316]
negotiations-article: [579, 1863, 954, 2090]
solar-photo-1-caption: ΚΑΙ ΔΙ' ΟΙΚΙΑΚΗΝ ΧΡΗΣΙΝ: [791, 367, 926, 378]
history-body-cont: Πριν από τινα έτη το σπόρ ήτο σχεδόν άγνωστον. Σήμερον όμως εξαπλώνεται ταχέως και εις την Ελλάδα υπάρχουν πολλοί οπαδοί του.: [1364, 364, 1572, 404]
us-house-body-cont: ΒΑΣΙΓΚΤΩΝ, 17. (ΑΥΠ). — Υποεπιτροπή της Αμερικανικής Βουλής ενέκρινε μέτρα διά των οποίων διευκολύνεται η είσοδος μεταναστών εις τάς Ηνωμένας Πολιτείας. Τα μέτρα αφορούν εις την άρσιν εμποδίων και εις την ταχυτέραν διεκπεραίωσιν των αιτήσεων.: [205, 1423, 395, 1510]
solar-body-2-cont: Η ηλιακή ενέργεια είναι ακόμη δαπανηρά, αλλά αί έρευναι των επιστημόνων αποσκοπούν εις την μείωσιν του κόστους. Εις το περίπτερον θα εκτεθούν συσκευαί διά την χρησιμοποίησίν της.: [579, 391, 766, 448]
observer-body: ΒΕΡΟΛΙΝΟΝ, 17. (Άσσ. Πρές). — Ο παρατηρητής εκρίθη ανεπιθύμητος υπό των αρχών.: [403, 1028, 571, 1056]
tokyo-article: [1147, 1434, 1572, 1647]
headline-solar-2: ΕΙΣ ΤΗΝ ΥΠΗΡΕΣΙΑΝ ΤΗΣ ΑΝΘΡΩΠΟΤΗΤΟΣ: [634, 33, 1084, 56]
tokyo-body-cont: ΤΟΚΙΟ, 17. (Άσσ. Πρές). — Το διεθνές συνέδριον κατά των πυρηνικών όπλων έληξε με την έκκλησιν διά άμεσον κατάπαυσιν των δοκιμών.: [1364, 1479, 1572, 1517]
headline-murder-trial: ΜΙΑ ΔΟΛΟΦΟΝΟΣ ΤΗΣ ΘΥΓΑΤΡΟΣ ΤΗΣ ΔΙΚΑΖΕΤΑΙ ΕΙΣ ΑΝΝΟΒΕΡΟΝ ΥΠΟ ΒΡΕΤΑΝΝΙΚΟΥ ΣΤΡΑΤΟΔΙΚΕΙΟΥ: [643, 1639, 890, 1688]
solar-body-2-wrap: [579, 314, 766, 748]
stadium-deck-1: Ο υπουργός παιδείας κ. Γεροκωστόπουλος: [50, 759, 353, 776]
stadium-body-cont: Η επί τη πρόσκλησι του υπουργού της Βορείου Ελλάδος περί του Καυτανζογλείου Σταδίου, ότι εις το μέλλον θα εκτελεσθούν αί εργασίαι τελειοποιήσεως, απεστάλη εις τόν υπουργόν επιστολή. Εις απάντησιν ό υπουργός παιδείας έγραψεν ότι αί εργασίαι του Σταδίου θα συνεχισθούν, αλλά άγνωστον πότε θα τελειοποιηθή. Κατά την επιστολήν το Στάδιον χωρεί σήμερον 30.000 θεατάς και υπάρχει ανάγκη επεκτάσεως διά της κατασκευής νέων κερκίδων.: [205, 953, 395, 1083]
murder-body-cont: ΑΝΝΟΒΕΡΟΝ, 17. (Άσσ. Πρές). — Ενώπιον του Βρεταννικού Στρατοδικείου δικάζεται μία μήτηρ κατηγορουμένη διά την δολοφονίαν της θυγατρός της.: [579, 1730, 762, 1768]
solar-subhead: ΔΑΠΑΝΗΡΑ ΕΝΕΡΓΕΙΑ: [615, 301, 730, 312]
egypt-turkey-body-cont: ΚΩΝΣΤΑΝΤΙΝΟΥΠΟΛΙΣ, 17. (Άσσ. Πρές). — Ο Αιγύπτιος υπουργός εξέφρασε την ικανοποίησίν του διά την ανάπτυξιν των συναλλαγών μεταξύ των δύο χωρών.: [403, 342, 571, 390]
divider: [403, 1115, 571, 1116]
ammo-body-cont: Τα διάφορα σύνεργα της υποβρυχίου αλιείας περιλαμβάνουν μάσκαν, αναπνευστήρα, πτερύγια και όπλον. Η μάσκα επιτρέπει την όρασιν εις τό νερόν και ο αναπνευστήρ την αναπνοήν.: [1147, 897, 1356, 946]
column-rule: [574, 28, 575, 2316]
letter-6-wrap: [962, 1299, 1140, 1625]
headline-negotiations: ΕΙΣ ΣΤΑΣΙΜΟΤΗΤΑ ΑΙ ΡΩΣΣΟΓΕΡΜΑΝΙΚΑΙ ΔΙΑΠΡΑΓΜΑΤΕΥΣΕΙΣ: [640, 1832, 893, 1860]
sub-spectacle: ΥΠΕΡΟΧΟ ΘΕΑΜΑ: [1421, 852, 1515, 864]
letter-6-body-cont: Κύριε διευθυντά, Το ΣΤ' Γυμνάσιον Αρρένων στεγάζεται εις ακατάλληλον κτίριον και οι μαθηταί ταλαιπωρούνται.: [962, 1328, 1140, 1356]
letter-3-body: Κύριε διευθυντά, Αναφέρομαι εις το ζήτημα των οικοπέδων και εις τάς αποφάσεις των αρμοδίων.: [768, 969, 950, 998]
divider: [8, 1576, 395, 1578]
negotiations-body: ΜΟΣΧΑ, 17. (Άσσ. Πρές). — Αι διαπραγματεύσεις μεταξύ Ρωσσίας και Γερμανίας ευρίσκονται εις στασιμότητα.: [579, 1862, 762, 1892]
diver-photo-2-caption: Το σχεδόν ψάρι έπεσε ψημένη. Ο κυνηγός εκτινάσσει τό καμάκι του.: [1147, 835, 1444, 846]
divider: [1147, 1651, 1572, 1653]
letters-section: [579, 859, 1140, 1249]
sub-anakaleitai: ΑΝΑΚΑΛΕΙΤΑΙ Ο ΑΛΡ: [808, 1895, 916, 1906]
emerald-body: ΒΙΕΝΝΗ, 17. (Ρόυτερ). — Ο κ. Ρόμπερτ, ξένος πολιτικός, ευρέθη κάτοχος ωραίου σμαράγδου πρασίνου χρώματος 180 καρατίων.: [403, 440, 571, 479]
negotiations-body-cont: ΜΟΣΧΑ, 17. (Άσσ. Πρές). — Αι διαπραγματεύσεις μεταξύ Ρωσσίας και Γερμανίας ευρίσκονται εις στασιμότητα.: [579, 1937, 762, 1966]
headline-observer: ΑΝΕΠΙΘΥΜΗΤΟΣ Ο ΠΑΡΑΤΗΡΗΤΗΣ: [429, 997, 545, 1025]
column-3: [579, 8, 1140, 2316]
spectacle-body: Αυτό το πρώτον που παρατηρεί ο κυνηγός είναι ο κόσμος του βυθού, ο οποίος παρουσιάζει μοναδικήν ομορφιάν.: [1364, 866, 1572, 894]
letter-5-title: ΠΕΝΟΜΕΝΟΙ ΑΔΙΟΡΙΣΤΟΙ ΔΙΔΑΣΚΑΛΟΙ: [986, 1262, 1116, 1283]
leopold-body-cont: ΒΑΣΙΓΚΤΩΝ, 17. (ΑΥΠ). — Ο πρώην βασιλεύς του Βελγίου Λεοπόλδος θα επισκεφθή τάς ατομικάς εγκαταστάσεις των Ηνωμένων Πολιτειών. Το ταξίδιον θα έχη ιδιωτικόν χαρακτήρα.: [205, 1676, 395, 1731]
headline-stadium-3: «ΑΓΝΩΣΤΟΝ ΠΟΤΕ ΘΑ ΤΕΛΕΙΟΠΟΙΗΘΗ»: [106, 793, 297, 838]
letter-1-body-cont: Κύριε διευθυντά, Τώρα τελευταίως ήρχισε να αναγράφωνται εις τάς εφημερίδας διάφοροι επιστολαί. Η επιστολή μου αφορά εις ζήτημα το οποίον απασχολεί πολλούς πολίτας.: [579, 913, 760, 962]
divider: [403, 94, 571, 95]
headline-romania: Η ΡΟΥΜΑΝΙΑ ΕΠΕΤΡΕΨΕ ΤΗΝ ΑΝΑΧΩΡΗΣΙΝ ΔΥΟ ΠΑΙΔΙΩΝ ΕΙΣ ΤΑΣ ΗΝ. ΠΟΛΙΤΕΙΑΣ ΚΑΤΟΠΙΝ ΕΚΚΛΗΣΕΩΣ ΜΙΑΣ ΒΟΥΛΕΥΤΟΥ: [614, 1259, 918, 1308]
romania-body: ΒΑΣΙΓΚΤΩΝ, 17. (ΑΥΠ). — Η Ρουμανία επέτρεψε την αναχώρησιν δύο παιδιών διά τάς Ηνωμένας Πολιτείας, κατόπιν εκκλήσεως μιας βουλευτού του Κογκρέσσου.: [579, 1311, 762, 1350]
khrushchev-body-cont: ΒΑΣΙΓΚΤΩΝ, 17. (ΑΥΠ). — Κατά τάς πληροφορίας, ο Κρουστσέφ αξιοί αυστηράν υπακοήν εκ μέρους των Ιταλών κομμουνιστών και εξέφρασε την δυσαρέσκειάν του διά την στάσιν των.: [8, 1865, 395, 2060]
khrushchev-body-cont: ΒΑΣΙΓΚΤΩΝ, 17. (ΑΥΠ). — Κατά τάς πληροφορίας, ο Κρουστσέφ αξιοί αυστηράν υπακοήν εκ μέρους των Ιταλών κομμουνιστών και εξέφρασε την δυσαρέσκειάν του διά την στάσιν των.: [205, 1941, 395, 1995]
headline-cave-explorers: ΟΙ ΠΑΙΔΕΥΟΝΤΕΣ ΕΞΕΡΕΥΝΗΤΑΙ ΣΠΗΛΑΙΩΝ ΑΝΕΣΥΡΘΗΣΑΝ: [409, 666, 565, 706]
divider: [403, 927, 571, 928]
dead-athlete-body: ΡΩΜΗ, 17. — Εις αθλητής εύρε τραγικόν θάνατον κατά την διάρκειαν αγώνος.: [403, 1148, 571, 1168]
fuel-prices-body: ΑΘΗΝΑΙ, 17. (Άσσ. Πρές). — Υπό του αρμοδίου υπουργείου ανεκοινώθη η μείωσις των τιμών των καυσίμων.: [403, 961, 571, 990]
stadium-body-cont: Η επί τη πρόσκλησι του υπουργού της Βορείου Ελλάδος περί του Καυτανζογλείου Σταδίου, ότι εις το μέλλον θα εκτελεσθούν αί εργασίαι τελειοποιήσεως, απεστάλη εις τόν υπουργόν επιστολή. Εις απάντησιν ό υπουργός παιδείας έγραψεν ότι αί εργασίαι του Σταδίου θα συνεχισθούν, αλλά άγνωστον πότε θα τελειοποιηθή. Κατά την επιστολήν το Στάδιον χωρεί σήμερον 30.000 θεατάς και υπάρχει ανάγκη επεκτάσεως διά της κατασκευής νέων κερκίδων.: [8, 840, 395, 1264]
tokyo-body-cont: ΤΟΚΙΟ, 17. (Άσσ. Πρές). — Το διεθνές συνέδριον κατά των πυρηνικών όπλων έληξε με την έκκλησιν διά άμεσον κατάπαυσιν των δοκιμών.: [1147, 1453, 1356, 1492]
tokyo-body-cont: ΤΟΚΙΟ, 17. (Άσσ. Πρές). — Το διεθνές συνέδριον κατά των πυρηνικών όπλων έληξε με την έκκλησιν διά άμεσον κατάπαυσιν των δοκιμών.: [1147, 1433, 1518, 1527]
old-generation-body: ΠΑΡΙΣΙΟΙ, 17. — Αι στατιστικαί δεικνύουν αύξησιν της παλαιάς γενεάς.: [403, 1185, 571, 1204]
headline-people-speak: ΟΜΙΛΕΙ Ο ΛΑΟΣ ΑΠΟ ΤΩΝ ΣΤΗΛΩΝ ΤΗΣ «ΜΑΚΕΔΟΝΙΑΣ»: [579, 780, 1140, 853]
divider: [579, 1637, 954, 1638]
column-rule: [398, 28, 399, 2316]
